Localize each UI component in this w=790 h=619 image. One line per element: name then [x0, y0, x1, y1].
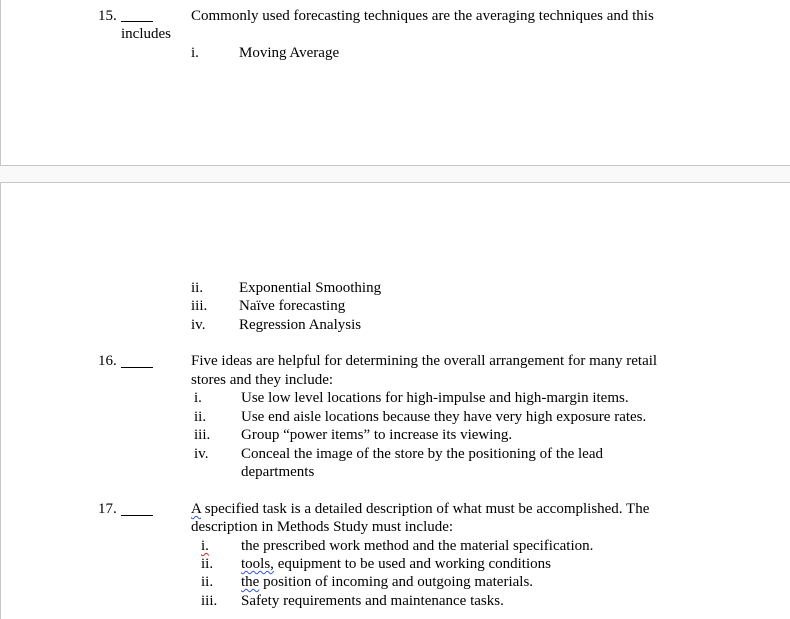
item-text: departments — [241, 464, 315, 480]
grammar-flag[interactable]: A — [191, 501, 202, 517]
grammar-flag[interactable]: tools, — [241, 556, 274, 572]
item-text: Exponential Smoothing — [239, 280, 382, 296]
item-text — [241, 555, 551, 573]
item-label: iii. — [191, 298, 208, 314]
question-17-line: description in Methods Study must include: — [191, 519, 454, 535]
item-label: i. — [191, 45, 199, 61]
question-16-line: Five ideas are helpful for determining the overall arrangement for many retail — [191, 353, 658, 369]
item-text: Use end aisle locations because they have very high exposure rates. — [241, 409, 647, 425]
item-label — [201, 537, 209, 555]
grammar-flag[interactable]: the — [241, 574, 260, 590]
page-2 — [0, 182, 790, 619]
question-16-number: 16. — [98, 353, 117, 369]
spelling-flag[interactable]: i. — [201, 538, 209, 554]
answer-blank-16[interactable] — [121, 367, 153, 368]
item-label: iii. — [201, 593, 218, 609]
item-text: Safety requirements and maintenance tasks. — [241, 593, 504, 609]
question-15-cont: includes — [121, 26, 171, 42]
question-16-line: stores and they include: — [191, 372, 334, 388]
item-text — [241, 573, 533, 591]
item-label: ii. — [201, 574, 214, 590]
item-label: iv. — [194, 446, 209, 462]
item-label: ii. — [194, 409, 207, 425]
item-label: iii. — [194, 427, 211, 443]
item-text: Moving Average — [239, 45, 340, 61]
item-text-rest: position of incoming and outgoing materials. — [259, 574, 534, 590]
question-17-text: specified task is a detailed description of what must be accomplished. The — [201, 501, 650, 517]
question-15-text: Commonly used forecasting techniques are the averaging techniques and this — [191, 8, 654, 24]
item-text: Group “power items” to increase its viewing. — [241, 427, 513, 443]
question-17-number: 17. — [98, 501, 117, 517]
item-text: the prescribed work method and the material specification. — [241, 538, 594, 554]
question-17-line — [191, 500, 649, 518]
item-label: iv. — [191, 317, 206, 333]
answer-blank-17[interactable] — [121, 515, 153, 516]
item-text: Regression Analysis — [239, 317, 362, 333]
item-text: Conceal the image of the store by the positioning of the lead — [241, 446, 603, 462]
answer-blank-15[interactable] — [121, 21, 153, 22]
item-text-rest: equipment to be used and working conditions — [273, 556, 551, 572]
item-label: i. — [194, 390, 202, 406]
item-text: Naïve forecasting — [239, 298, 346, 314]
item-text: Use low level locations for high-impulse and high-margin items. — [241, 390, 629, 406]
page-1 — [0, 0, 790, 166]
question-15-number: 15. — [98, 8, 117, 24]
item-label: ii. — [191, 280, 204, 296]
item-label: ii. — [201, 556, 214, 572]
